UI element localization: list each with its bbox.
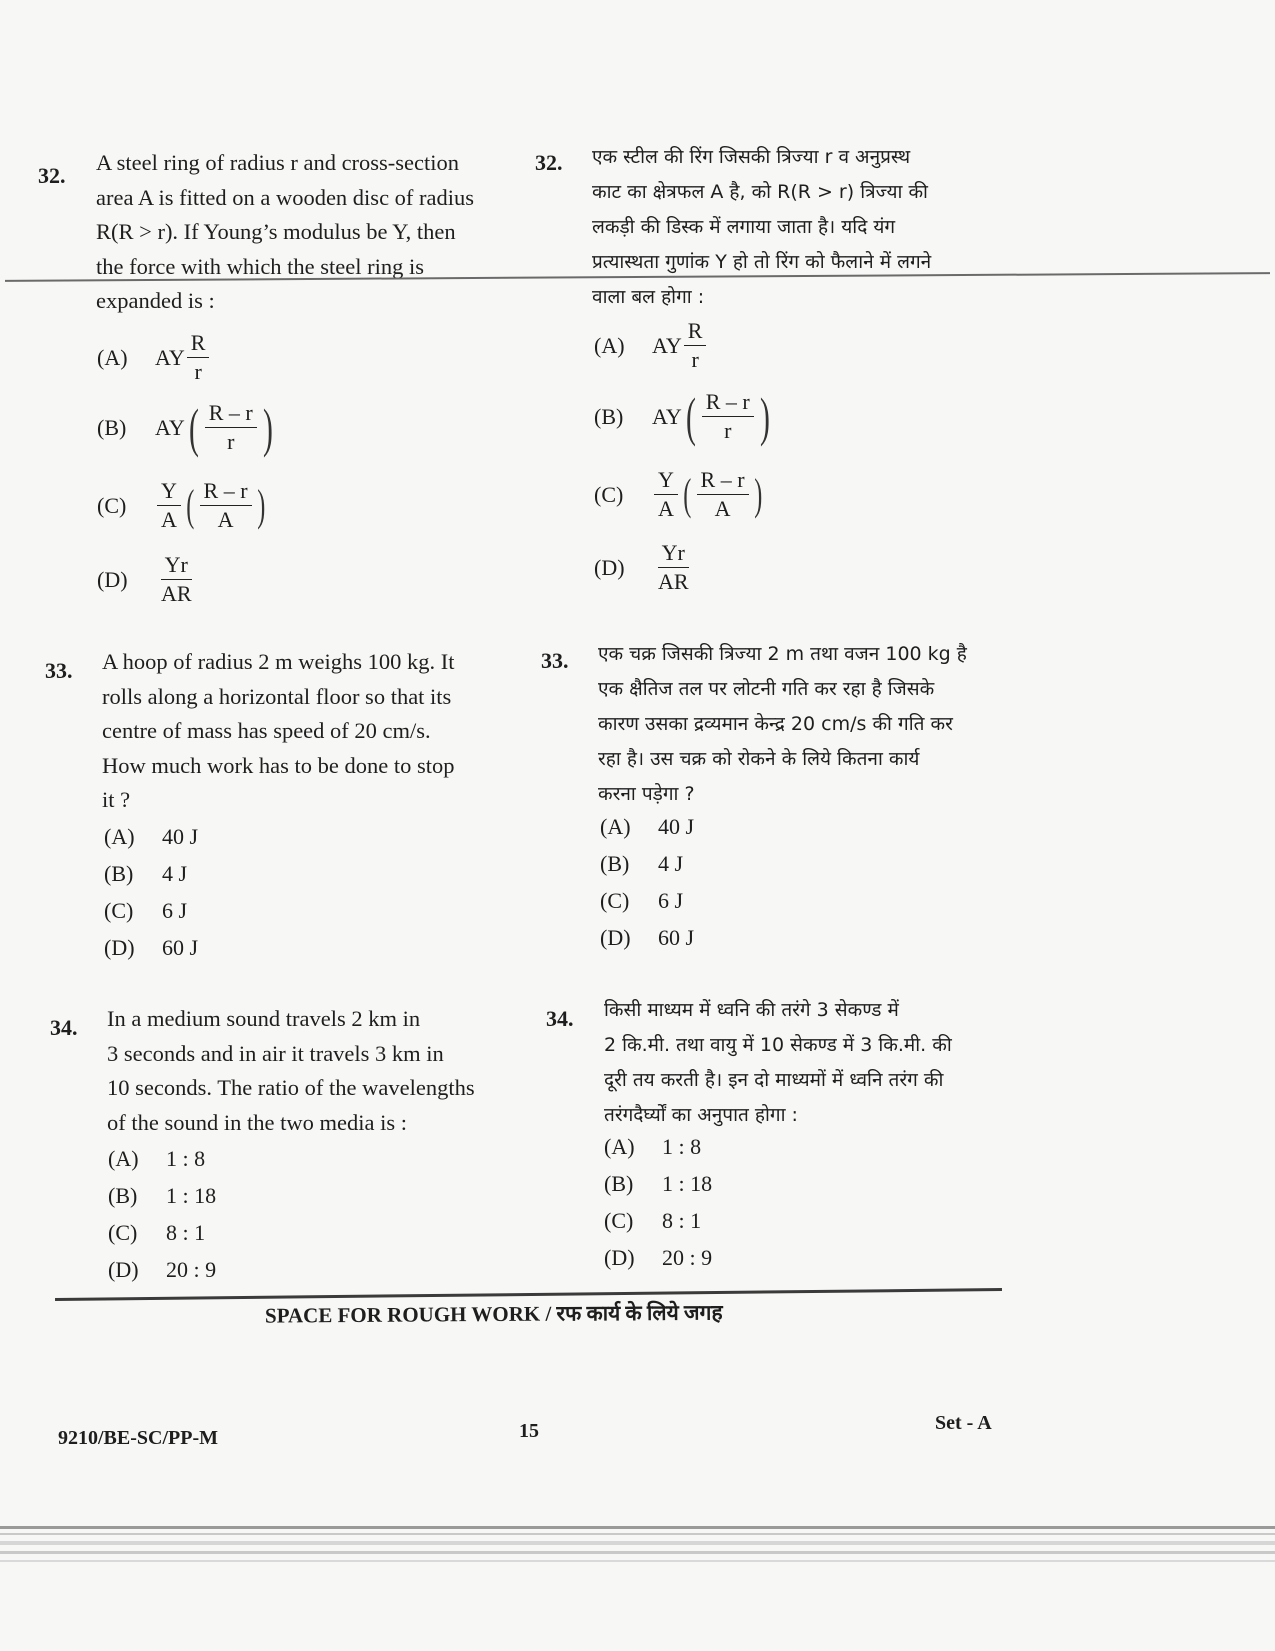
q33-hi-option-b: (B) 4 J xyxy=(600,850,684,876)
page-number: 15 xyxy=(519,1420,539,1442)
q32-hi-option-a: (A) AY $\frac{R}{r}$ xyxy=(594,318,708,373)
q33-hi-line-3: कारण उसका द्रव्यमान केन्द्र 20 cm/s की गति कर xyxy=(598,713,953,735)
q34-hi-option-b: (B) 1 : 18 xyxy=(604,1170,713,1196)
q34-hi-line-3: दूरी तय करती है। इन दो माध्यमों में ध्वनि तरंग की xyxy=(604,1069,944,1091)
q33-number-hi: 33. xyxy=(541,648,569,673)
scan-edge-stripe xyxy=(0,1560,1275,1562)
q32-en-line-4: the force with which the steel ring is xyxy=(96,253,425,279)
q34-en-line-3: 10 seconds. The ratio of the wavelengths xyxy=(107,1075,475,1100)
rough-work-label: SPACE FOR ROUGH WORK / रफ कार्य के लिये जगह xyxy=(264,1300,723,1328)
q32-en-option-c: (C) $\frac{Y}{A}$ ( $\frac{R - r}{A}$ ) xyxy=(97,478,265,532)
q32-en-line-1: A steel ring of radius r and cross-section xyxy=(96,150,460,175)
paper-code: 9210/BE-SC/PP-M xyxy=(58,1427,218,1449)
q32-hi-line-4: प्रत्यास्थता गुणांक Y हो तो रिंग को फैलाने में लगने xyxy=(592,251,932,273)
q32-hi-option-d: (D) $\frac{Yr}{AR}$ xyxy=(594,540,689,594)
q32-hi-line-5: वाला बल होगा : xyxy=(592,286,705,308)
q32-en-line-3: R(R > r). If Young’s modulus be Y, then xyxy=(96,219,456,244)
q32-text-hi xyxy=(592,140,1012,315)
q33-text-en xyxy=(102,645,512,818)
q32-hi-option-b: (B) AY ( $\frac{R - r}{r}$ ) xyxy=(594,386,770,447)
q33-hi-option-c: (C) 6 J xyxy=(600,887,684,913)
q33-en-line-2: rolls along a horizontal floor so that its xyxy=(102,683,452,709)
q32-en-line-2: area A is fitted on a wooden disc of radius xyxy=(96,184,475,210)
q32-en-line-5: expanded is : xyxy=(96,288,215,313)
q34-number-en: 34. xyxy=(50,1015,78,1040)
scan-edge-stripe xyxy=(0,1551,1275,1554)
q34-hi-line-1: किसी माध्यम में ध्वनि की तरंगे 3 सेकण्ड में xyxy=(604,999,899,1021)
q34-hi-option-c: (C) 8 : 1 xyxy=(604,1207,702,1233)
q32-text-en xyxy=(96,146,516,319)
q33-en-line-1: A hoop of radius 2 m weighs 100 kg. It xyxy=(102,649,455,674)
q34-en-option-c: (C) 8 : 1 xyxy=(108,1219,206,1245)
q34-hi-options xyxy=(604,1128,712,1276)
scan-edge-stripe xyxy=(0,1541,1275,1545)
rough-work-rule xyxy=(55,1288,1002,1300)
q33-en-line-3: centre of mass has speed of 20 cm/s. xyxy=(102,718,431,743)
scan-edge-stripe xyxy=(0,1533,1275,1535)
q33-hi-option-a: (A) 40 J xyxy=(600,813,695,839)
q34-number-hi: 34. xyxy=(546,1006,574,1031)
q34-en-option-b: (B) 1 : 18 xyxy=(108,1182,217,1208)
q33-en-options xyxy=(104,818,198,966)
q32-number-en: 32. xyxy=(38,163,66,188)
q32-number-hi: 32. xyxy=(535,150,563,175)
q32-en-option-b: (B) AY ( $\frac{R - r}{r}$ ) xyxy=(97,397,273,458)
q34-en-option-a: (A) 1 : 8 xyxy=(108,1145,206,1171)
q33-en-line-4: How much work has to be done to stop xyxy=(102,752,455,778)
q32-hi-option-c: (C) $\frac{Y}{A}$ ( $\frac{R - r}{A}$ ) xyxy=(594,467,762,521)
q34-en-options xyxy=(108,1140,216,1288)
q34-en-line-2: 3 seconds and in air it travels 3 km in xyxy=(107,1040,444,1066)
q34-en-line-4: of the sound in the two media is : xyxy=(107,1109,407,1135)
q34-text-en xyxy=(107,1002,517,1140)
q34-en-option-d: (D) 20 : 9 xyxy=(108,1256,217,1282)
q34-en-line-1: In a medium sound travels 2 km in xyxy=(107,1006,421,1031)
q33-hi-line-5: करना पड़ेगा ? xyxy=(598,783,695,805)
scan-edge-stripe xyxy=(0,1526,1275,1529)
q33-hi-options xyxy=(600,808,694,956)
q33-en-option-b: (B) 4 J xyxy=(104,860,188,886)
q32-en-option-a: (A) AY $\frac{R}{r}$ xyxy=(97,330,211,385)
q32-hi-line-2: काट का क्षेत्रफल A है, को R(R > r) त्रिज्या की xyxy=(592,181,928,203)
q33-number-en: 33. xyxy=(45,658,73,683)
q33-hi-line-1: एक चक्र जिसकी त्रिज्या 2 m तथा वजन 100 kg है xyxy=(598,643,967,665)
q33-hi-option-d: (D) 60 J xyxy=(600,924,695,950)
q33-en-option-a: (A) 40 J xyxy=(104,823,199,849)
q33-en-line-5: it ? xyxy=(102,787,131,812)
q34-hi-option-d: (D) 20 : 9 xyxy=(604,1244,713,1270)
q33-en-option-d: (D) 60 J xyxy=(104,934,199,960)
q33-hi-line-2: एक क्षैतिज तल पर लोटनी गति कर रहा है जिसके xyxy=(598,678,935,700)
q32-hi-line-1: एक स्टील की रिंग जिसकी त्रिज्या r व अनुप्रस्थ xyxy=(592,146,911,168)
q34-hi-line-2: 2 कि.मी. तथा वायु में 10 सेकण्ड में 3 कि.मी. की xyxy=(604,1034,952,1056)
q34-hi-line-4: तरंगदैर्घ्यों का अनुपात होगा : xyxy=(604,1104,798,1126)
q33-en-option-c: (C) 6 J xyxy=(104,897,188,923)
q33-text-hi xyxy=(598,637,1018,812)
q34-text-hi xyxy=(604,993,1024,1133)
set-label: Set - A xyxy=(935,1412,992,1434)
q32-hi-line-3: लकड़ी की डिस्क में लगाया जाता है। यदि यंग xyxy=(592,216,896,238)
q34-hi-option-a: (A) 1 : 8 xyxy=(604,1133,702,1159)
q32-en-option-d: (D) $\frac{Yr}{AR}$ xyxy=(97,552,192,606)
q33-hi-line-4: रहा है। उस चक्र को रोकने के लिये कितना कार्य xyxy=(598,748,920,770)
